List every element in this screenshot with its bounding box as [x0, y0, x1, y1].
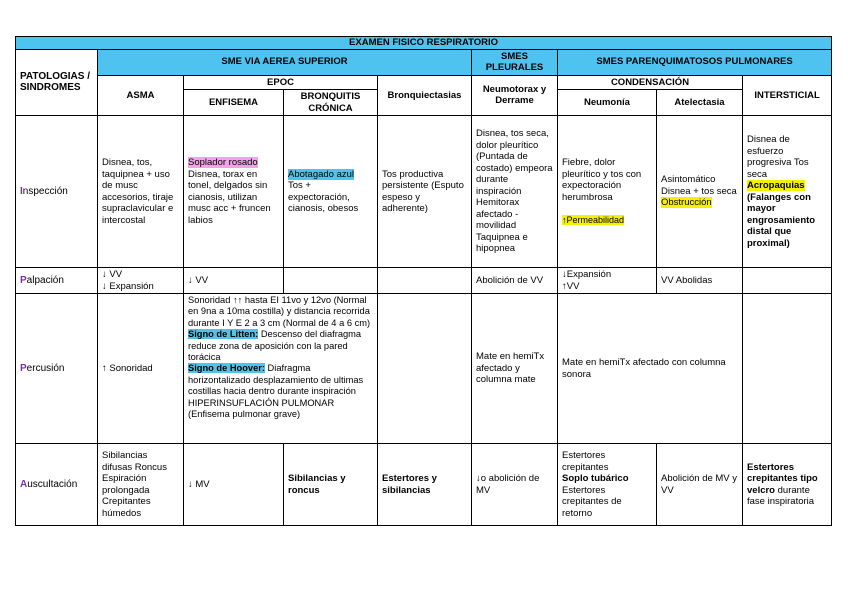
cell-bronquitis: Sibilancias y roncus: [284, 444, 378, 526]
cell-atelectasia: VV Abolidas: [657, 268, 743, 294]
row-palpacion: [16, 268, 832, 294]
cell-neumotorax: Disnea, tos seca, dolor pleurítico (Puntada de costado) empeora durante inspiración Hemitorax afectado - movilidad Taquipnea e hipopnea: [472, 116, 558, 268]
row-label-palpacion: [16, 268, 98, 294]
header-smes-pleurales: SMES PLEURALES: [472, 49, 558, 75]
cell-atelectasia: [657, 116, 743, 268]
header-asma: ASMA: [98, 75, 184, 116]
soplador-highlight: Soplador rosado: [188, 157, 258, 168]
header-bronquiectasias: Bronquiectasias: [378, 75, 472, 116]
row-inspeccion: [16, 116, 832, 268]
row-label-inspeccion: [16, 116, 98, 268]
cell-intersticial: [743, 444, 832, 526]
row-initial: A: [20, 478, 28, 490]
cell-text: Fiebre, dolor pleurítico y tos con expectoración herumbrosa: [562, 157, 642, 203]
cell-asma: Disnea, tos, taquipnea + uso de musc accesorios, tiraje supraclavicular e intercostal: [98, 116, 184, 268]
cell-text: ↓ Expansión: [102, 280, 154, 292]
cell-intersticial: [743, 294, 832, 444]
row-label-percusion: [16, 294, 98, 444]
header-condensacion: CONDENSACIÓN: [558, 75, 743, 90]
permeabilidad-highlight: ↑Permeabilidad: [562, 214, 625, 225]
row-percusion: [16, 294, 832, 444]
cell-text: Tos + expectoración, cianosis, obesos: [288, 180, 359, 214]
cell-asma: ↑ Sonoridad: [98, 294, 184, 444]
row-label-auscultacion: [16, 444, 98, 526]
header-sme-via-aerea: SME VIA AEREA SUPERIOR: [98, 49, 472, 75]
header-neumonia: Neumonía: [558, 90, 657, 116]
cell-neumotorax: Abolición de VV: [472, 268, 558, 294]
cell-text: Asintomático Disnea + tos seca: [661, 174, 737, 197]
cell-bronquiectasias: [378, 294, 472, 444]
cell-neumonia: [558, 268, 657, 294]
row-auscultacion: [16, 444, 832, 526]
header-bronquitis: BRONQUITIS CRÓNICA: [284, 90, 378, 116]
cell-text: Descenso del diafragma reduce zona de aposición con la pared torácica: [188, 329, 362, 363]
acropaquias-highlight: Acropaquias: [747, 180, 805, 191]
cell-enfisema: ↓ VV: [184, 268, 284, 294]
cell-asma: Sibilancias difusas Roncus Espiración prolongada Crepitantes húmedos: [98, 444, 184, 526]
cell-atelectasia: Abolición de MV y VV: [657, 444, 743, 526]
litten-highlight: Signo de Litten:: [188, 329, 259, 340]
cell-neumotorax: ↓o abolición de MV: [472, 444, 558, 526]
cell-bronquitis: [284, 268, 378, 294]
cell-bronquiectasias: Estertores y sibilancias: [378, 444, 472, 526]
cell-text: (Enfisema pulmonar grave): [188, 409, 301, 420]
hoover-highlight: Signo de Hoover:: [188, 363, 265, 374]
cell-intersticial: [743, 116, 832, 268]
cell-text: Diafragma horizontalizado desplazamiento de ultimas costillas hacia dentro durante inspiración: [188, 363, 364, 397]
row-initial: P: [20, 274, 27, 286]
abotagado-highlight: Abotagado azul: [288, 168, 355, 180]
respiratory-exam-table: [15, 36, 832, 526]
row-label-rest: alpación: [26, 274, 64, 286]
cell-enfisema: [184, 116, 284, 268]
header-smes-parenquimatosos: SMES PARENQUIMATOSOS PULMONARES: [558, 49, 832, 75]
cell-text: Estertores crepitantes: [562, 450, 609, 473]
cell-neumonia: [558, 444, 657, 526]
table-title: EXAMEN FISICO RESPIRATORIO: [16, 37, 832, 50]
cell-condensacion: Mate en hemiTx afectado con columna sonora: [558, 294, 743, 444]
row-initial: I: [20, 185, 23, 197]
cell-text: Disnea de esfuerzo progresiva Tos seca: [747, 134, 809, 180]
row-label-rest: ercusión: [26, 362, 65, 374]
cell-text: Sonoridad ↑↑ hasta EI 11vo y 12vo (Normal en 9na a 10ma costilla) y distancia recorrida durante I Y E 2 a 3 cm (Normal de 4 a 6 cm): [188, 295, 371, 328]
cell-bold-text: (Falanges con mayor engrosamiento distal que proximal): [747, 191, 816, 249]
row-label-rest: nspección: [22, 185, 68, 197]
cell-epoc: [184, 294, 378, 444]
row-label-rest: uscultación: [27, 478, 78, 490]
header-neumotorax: Neumotorax y Derrame: [472, 75, 558, 116]
cell-bronquiectasias: [378, 268, 472, 294]
cell-asma: [98, 268, 184, 294]
header-patologias: PATOLOGIAS / SINDROMES: [16, 49, 98, 116]
cell-text: durante fase inspiratoria: [747, 484, 815, 507]
cell-bronquiectasias: Tos productiva persistente (Esputo espeso y adherente): [378, 116, 472, 268]
cell-text: ↑VV: [562, 280, 580, 292]
cell-enfisema: ↓ MV: [184, 444, 284, 526]
cell-neumonia: [558, 116, 657, 268]
row-initial: P: [20, 362, 27, 374]
soplo-tubarico: Soplo tubárico: [562, 473, 629, 484]
header-atelectasia: Atelectasia: [657, 90, 743, 116]
header-epoc: EPOC: [184, 75, 378, 90]
cell-text: Disnea, torax en tonel, delgados sin cianosis, utilizan musc acc + fruncen labios: [188, 168, 271, 226]
cell-neumotorax: Mate en hemiTx afectado y columna mate: [472, 294, 558, 444]
cell-bronquitis: [284, 116, 378, 268]
cell-bold-text: Estertores crepitantes tipo velcro: [747, 461, 818, 496]
header-enfisema: ENFISEMA: [184, 90, 284, 116]
cell-text: ↓Expansión: [562, 269, 612, 280]
cell-intersticial: [743, 268, 832, 294]
cell-text: HIPERINSUFLACIÓN PULMONAR: [188, 397, 335, 408]
header-intersticial: INTERSTICIAL: [743, 75, 832, 116]
obstruccion-highlight: Obstrucción: [661, 197, 712, 209]
cell-text: ↓ VV: [102, 269, 123, 280]
cell-text: Estertores crepitantes de retorno: [562, 484, 622, 519]
